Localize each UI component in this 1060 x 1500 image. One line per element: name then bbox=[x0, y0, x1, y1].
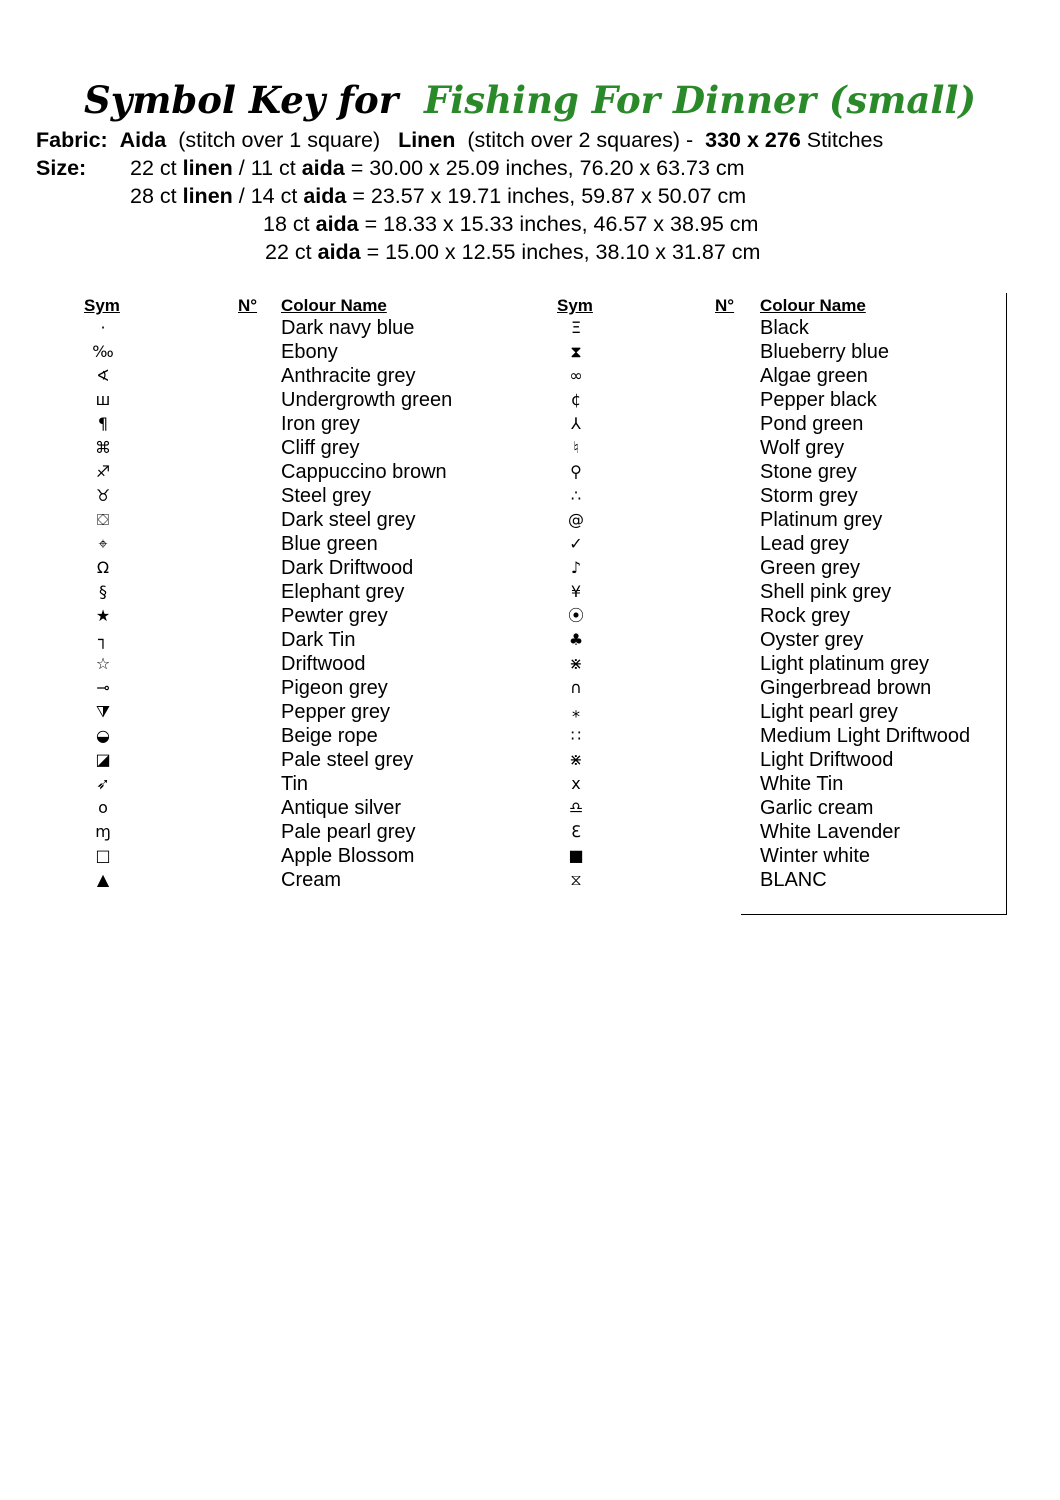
symbol-glyph: ⊸ bbox=[96, 678, 110, 697]
symbol-glyph: ⛋ bbox=[96, 510, 110, 529]
symbol-glyph: ⌖ bbox=[98, 534, 108, 553]
symbol-glyph: ℇ bbox=[571, 822, 581, 841]
right-num-header: N° bbox=[715, 296, 735, 315]
title-prefix: Symbol Key for bbox=[84, 78, 399, 122]
symbol-glyph: ◪ bbox=[95, 750, 111, 769]
symbol-glyph: ⦿ bbox=[567, 606, 584, 625]
colour-name: Wolf grey bbox=[760, 437, 845, 459]
fabric-aida: Aida bbox=[119, 128, 167, 152]
size-count-2: / 14 ct bbox=[238, 184, 298, 208]
symbol-glyph: ♣ bbox=[568, 630, 584, 649]
table-bottom-border bbox=[741, 914, 1007, 915]
colour-name: Pond green bbox=[760, 413, 864, 435]
size-line-1 bbox=[130, 154, 745, 182]
size-fabric: aida bbox=[317, 240, 361, 264]
size-fabric-2: aida bbox=[303, 184, 347, 208]
colour-name: Light platinum grey bbox=[760, 653, 929, 675]
symbol-glyph: ¢ bbox=[570, 390, 582, 409]
symbol-glyph: ∢ bbox=[96, 366, 110, 385]
size-label-line bbox=[36, 154, 86, 182]
size-count: 22 ct bbox=[130, 156, 177, 180]
symbol-glyph: ♮ bbox=[573, 438, 579, 457]
page-title bbox=[0, 76, 1060, 124]
colour-name: Driftwood bbox=[281, 653, 366, 675]
symbol-glyph: ♐ bbox=[95, 462, 111, 481]
colour-name: Apple Blossom bbox=[281, 845, 415, 867]
left-num-header: N° bbox=[238, 296, 258, 315]
size-count: 22 ct bbox=[265, 240, 312, 264]
colour-name: Pale steel grey bbox=[281, 749, 414, 771]
symbol-glyph: Ω bbox=[96, 558, 110, 577]
stitch-count: 330 x 276 bbox=[705, 128, 801, 152]
colour-name: White Tin bbox=[760, 773, 844, 795]
colour-name: Pale pearl grey bbox=[281, 821, 416, 843]
symbol-glyph: ¶ bbox=[97, 414, 109, 433]
symbol-glyph: ♪ bbox=[570, 558, 582, 577]
fabric-label: Fabric: bbox=[36, 128, 108, 152]
colour-name: Green grey bbox=[760, 557, 861, 579]
size-line-3 bbox=[263, 210, 758, 238]
colour-name: Cliff grey bbox=[281, 437, 360, 459]
colour-name: Steel grey bbox=[281, 485, 372, 507]
colour-name: Antique silver bbox=[281, 797, 402, 819]
size-fabric-2: aida bbox=[301, 156, 345, 180]
symbol-glyph: ➶ bbox=[96, 774, 110, 793]
symbol-glyph: § bbox=[99, 582, 107, 601]
symbol-glyph: ⁎ bbox=[572, 702, 580, 721]
colour-name: Storm grey bbox=[760, 485, 858, 507]
colour-name: Gingerbread brown bbox=[760, 677, 932, 699]
size-dimensions: = 15.00 x 12.55 inches, 38.10 x 31.87 cm bbox=[366, 240, 761, 264]
colour-name: Iron grey bbox=[281, 413, 360, 435]
colour-name: BLANC bbox=[760, 869, 827, 891]
colour-name: Elephant grey bbox=[281, 581, 405, 603]
colour-name: White Lavender bbox=[760, 821, 901, 843]
size-line-2 bbox=[130, 182, 746, 210]
right-sym-header: Sym bbox=[557, 296, 593, 315]
left-name-header: Colour Name bbox=[281, 296, 387, 315]
symbol-glyph: ☆ bbox=[95, 654, 111, 673]
stitch-label: Stitches bbox=[806, 128, 884, 152]
symbol-glyph: @ bbox=[568, 510, 584, 529]
colour-name: Dark steel grey bbox=[281, 509, 416, 531]
right-name-header: Colour Name bbox=[760, 296, 866, 315]
symbol-glyph: □ bbox=[95, 846, 111, 865]
colour-name: Dark navy blue bbox=[281, 317, 415, 339]
symbol-glyph: o bbox=[98, 798, 108, 817]
size-line-4 bbox=[265, 238, 760, 266]
colour-name: Medium Light Driftwood bbox=[760, 725, 971, 747]
colour-name: Ebony bbox=[281, 341, 338, 363]
symbol-glyph: · bbox=[100, 318, 106, 337]
colour-name: Black bbox=[760, 317, 809, 339]
symbol-glyph: ∩ bbox=[570, 678, 582, 697]
colour-name: Blue green bbox=[281, 533, 378, 555]
colour-name: Anthracite grey bbox=[281, 365, 416, 387]
symbol-glyph: ♉ bbox=[95, 486, 111, 505]
colour-name: Dark Tin bbox=[281, 629, 356, 651]
colour-name: Light pearl grey bbox=[760, 701, 898, 723]
fabric-line bbox=[36, 126, 883, 154]
pattern-name: Fishing For Dinner (small) bbox=[423, 78, 976, 122]
symbol-glyph: ⧗ bbox=[570, 342, 582, 361]
symbol-glyph: ⚲ bbox=[570, 462, 582, 481]
symbol-glyph: ∞ bbox=[569, 366, 583, 385]
symbol-glyph: ∷ bbox=[570, 726, 582, 745]
fabric-linen-note: (stitch over 2 squares) - bbox=[467, 128, 694, 152]
size-fabric: aida bbox=[315, 212, 359, 236]
symbol-glyph: ★ bbox=[95, 606, 111, 625]
colour-name: Lead grey bbox=[760, 533, 849, 555]
size-dimensions: = 23.57 x 19.71 inches, 59.87 x 50.07 cm bbox=[352, 184, 747, 208]
colour-name: Undergrowth green bbox=[281, 389, 453, 411]
symbol-glyph: ⋇ bbox=[569, 750, 583, 769]
symbol-glyph: ■ bbox=[568, 846, 584, 865]
colour-name: Beige rope bbox=[281, 725, 378, 747]
colour-name: Oyster grey bbox=[760, 629, 864, 651]
size-fabric: linen bbox=[182, 156, 233, 180]
colour-name: Shell pink grey bbox=[760, 581, 892, 603]
colour-name: Dark Driftwood bbox=[281, 557, 414, 579]
colour-name: Garlic cream bbox=[760, 797, 874, 819]
colour-name: Pepper grey bbox=[281, 701, 390, 723]
symbol-glyph: ‰ bbox=[92, 342, 114, 361]
size-fabric: linen bbox=[182, 184, 233, 208]
fabric-aida-note: (stitch over 1 square) bbox=[178, 128, 381, 152]
size-count: 18 ct bbox=[263, 212, 310, 236]
symbol-glyph: x bbox=[571, 774, 581, 793]
symbol-glyph: ∴ bbox=[570, 486, 582, 505]
colour-name: Winter white bbox=[760, 845, 871, 867]
table-right-border bbox=[1006, 293, 1007, 915]
fabric-linen: Linen bbox=[398, 128, 456, 152]
symbol-glyph: ɱ bbox=[95, 822, 111, 841]
symbol-glyph: ♎ bbox=[568, 798, 584, 817]
size-count-2: / 11 ct bbox=[238, 156, 296, 180]
size-count: 28 ct bbox=[130, 184, 177, 208]
left-sym-header: Sym bbox=[84, 296, 120, 315]
symbol-glyph: ┐ bbox=[98, 630, 108, 649]
colour-name: Algae green bbox=[760, 365, 868, 387]
symbol-glyph: ⅄ bbox=[571, 414, 581, 433]
colour-name: Stone grey bbox=[760, 461, 857, 483]
symbol-glyph: ⌘ bbox=[95, 438, 111, 457]
symbol-glyph: Ξ bbox=[570, 318, 582, 337]
symbol-glyph: ⋇ bbox=[569, 654, 583, 673]
symbol-glyph: ⧖ bbox=[570, 870, 582, 889]
colour-name: Pewter grey bbox=[281, 605, 388, 627]
colour-name: Pepper black bbox=[760, 389, 877, 411]
size-label: Size: bbox=[36, 156, 87, 180]
symbol-glyph: ⧩ bbox=[95, 702, 111, 721]
symbol-glyph: ¥ bbox=[570, 582, 582, 601]
colour-name: Light Driftwood bbox=[760, 749, 894, 771]
colour-name: Pigeon grey bbox=[281, 677, 388, 699]
symbol-glyph: ▲ bbox=[96, 870, 110, 889]
colour-name: Tin bbox=[281, 773, 309, 795]
symbol-glyph: ✓ bbox=[569, 534, 583, 553]
symbol-glyph: ◒ bbox=[96, 726, 110, 745]
size-dimensions: = 18.33 x 15.33 inches, 46.57 x 38.95 cm bbox=[364, 212, 759, 236]
size-dimensions: = 30.00 x 25.09 inches, 76.20 x 63.73 cm bbox=[350, 156, 745, 180]
colour-name: Cappuccino brown bbox=[281, 461, 447, 483]
colour-name: Platinum grey bbox=[760, 509, 883, 531]
colour-name: Cream bbox=[281, 869, 342, 891]
colour-name: Rock grey bbox=[760, 605, 851, 627]
colour-name: Blueberry blue bbox=[760, 341, 889, 363]
symbol-glyph: ш bbox=[95, 390, 111, 409]
